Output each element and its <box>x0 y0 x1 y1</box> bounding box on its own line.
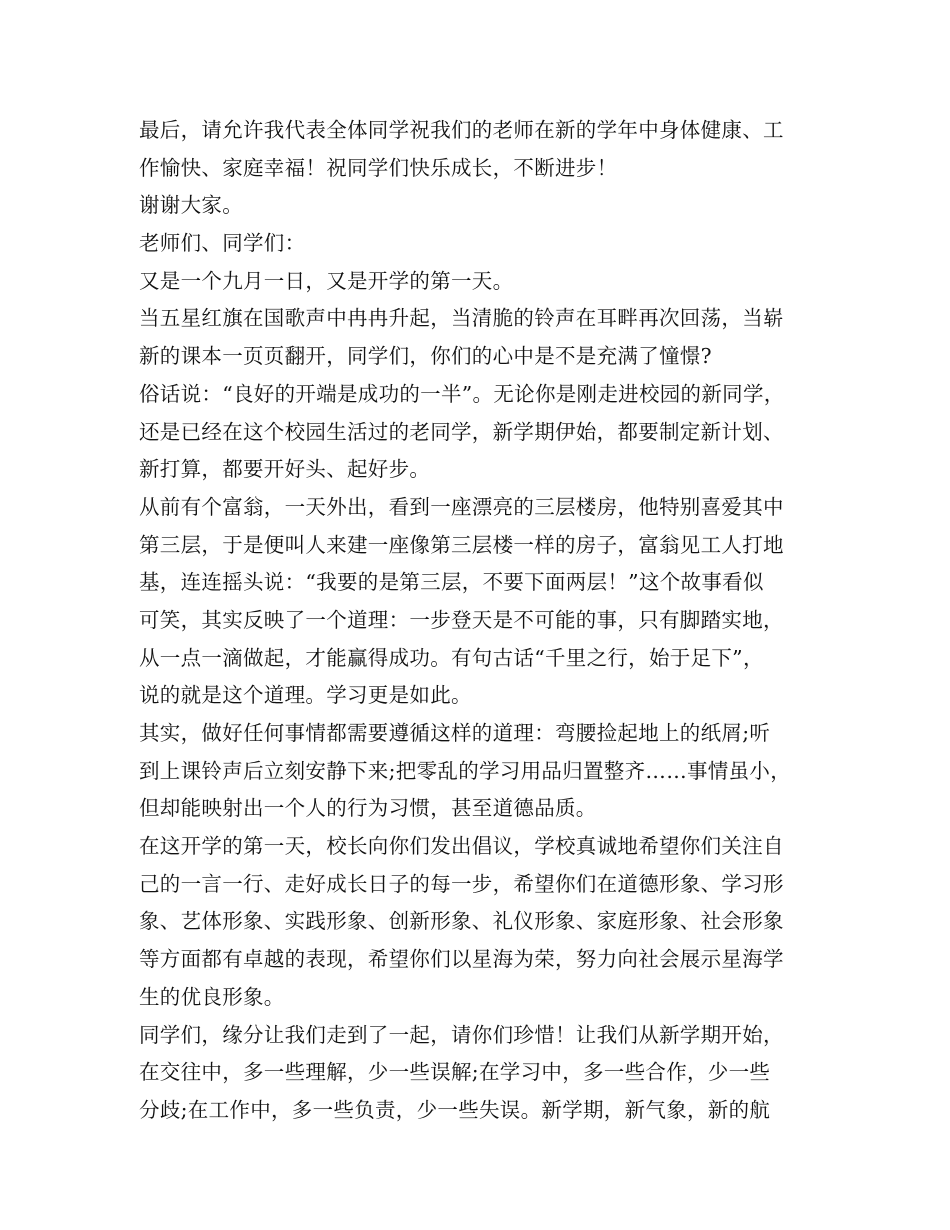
text-line: 基，连连摇头说：“我要的是第三层，不要下面两层！”这个故事看似 <box>139 570 764 595</box>
text-line: 俗话说：“良好的开端是成功的一半”。无论你是刚走进校园的新同学， <box>139 381 785 406</box>
text-line: 作愉快、家庭幸福！祝同学们快乐成长，不断进步！ <box>139 155 618 180</box>
text-line: 到上课铃声后立刻安静下来;把零乱的学习用品归置整齐……事情虽小， <box>139 758 792 783</box>
text-line: 谢谢大家。 <box>139 193 243 218</box>
text-line: 同学们，缘分让我们走到了一起，请你们珍惜！让我们从新学期开始， <box>139 1022 784 1047</box>
text-line: 从一点一滴做起，才能赢得成功。有句古话“千里之行，始于足下”， <box>139 645 764 670</box>
document-body <box>139 112 829 1130</box>
text-line: 第三层，于是便叫人来建一座像第三层楼一样的房子，富翁见工人打地 <box>139 532 784 557</box>
text-line: 老师们、同学们： <box>139 231 306 256</box>
text-line: 可笑，其实反映了一个道理：一步登天是不可能的事，只有脚踏实地， <box>139 607 784 632</box>
text-line: 其实，做好任何事情都需要遵循这样的道理：弯腰捡起地上的纸屑;听 <box>139 721 771 745</box>
text-line: 从前有个富翁，一天外出，看到一座漂亮的三层楼房，他特别喜爱其中 <box>139 494 784 519</box>
text-line: 己的一言一行、走好成长日子的每一步，希望你们在道德形象、学习形 <box>139 871 784 896</box>
text-line: 最后，请允许我代表全体同学祝我们的老师在新的学年中身体健康、工 <box>139 118 784 142</box>
text-line: 生的优良形象。 <box>139 984 285 1009</box>
text-line: 还是已经在这个校园生活过的老同学，新学期伊始，都要制定新计划、 <box>139 419 784 444</box>
text-line: 等方面都有卓越的表现，希望你们以星海为荣，努力向社会展示星海学 <box>139 947 784 972</box>
text-line: 又是一个九月一日，又是开学的第一天。 <box>139 268 514 293</box>
text-line: 新打算，都要开好头、起好步。 <box>139 457 431 482</box>
text-line: 但却能映射出一个人的行为习惯，甚至道德品质。 <box>139 796 597 821</box>
text-line: 当五星红旗在国歌声中冉冉升起，当清脆的铃声在耳畔再次回荡，当崭 <box>139 306 784 331</box>
text-line: 在这开学的第一天，校长向你们发出倡议，学校真诚地希望你们关注自 <box>139 834 784 859</box>
text-line: 新的课本一页页翻开，同学们，你们的心中是不是充满了憧憬? <box>139 344 712 369</box>
text-line: 在交往中，多一些理解，少一些误解;在学习中，多一些合作，少一些 <box>139 1060 771 1085</box>
text-line: 说的就是这个道理。学习更是如此。 <box>139 683 472 708</box>
text-line: 象、艺体形象、实践形象、创新形象、礼仪形象、家庭形象、社会形象 <box>139 909 784 934</box>
text-line: 分歧;在工作中，多一些负责，少一些失误。新学期，新气象，新的航 <box>139 1097 771 1122</box>
